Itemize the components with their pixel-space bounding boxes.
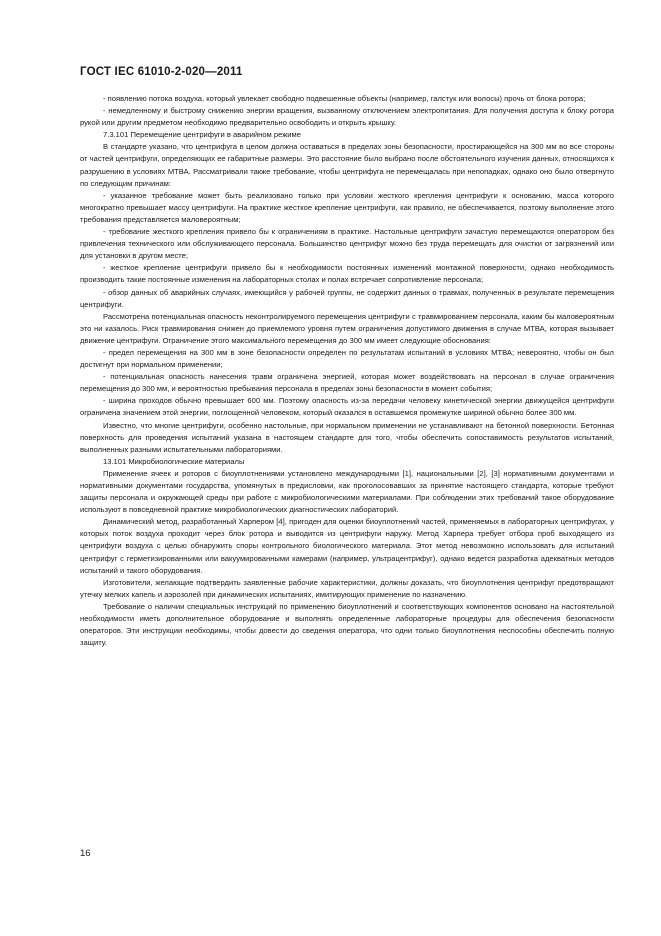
page-number: 16 bbox=[80, 848, 91, 859]
paragraph: - жесткое крепление центрифуги привело бы к необходимости постоянных изменений монтажной поверхности, однако необходимость производить такие постоянные изменения на лабораторных столах и полах встречает сопротивление персонала; bbox=[80, 263, 614, 285]
paragraph: Рассмотрена потенциальная опасность неконтролируемого перемещения центрифуги с травмированием персонала, каким бы маловероятным это ни казалось. Риск травмирования снижен до приемлемого уровня путем ограничения допустимого движения в случае МТВА, которая вызывает движение центрифуги. Ограничение этого максимального перемещения до 300 мм имеет следующие обоснования: bbox=[80, 311, 614, 345]
section-heading: 7.3.101 Перемещение центрифуги в аварийном режиме bbox=[103, 130, 301, 140]
paragraph: Динамический метод, разработанный Харпером [4], пригоден для оценки биоуплотнений частей, применяемых в лабораторных центрифугах, у которых поток воздуха проходит через блок ротора и выводится из центрифуги наружу. Метод Харпера требует отбора проб выходящего из центрифуги воздуха с целью обнаружить споры контрольного биологического материала. Этот метод невозможно использовать для испытаний центрифуг с герметизированными или вакуумированными камерами (например, ультрацентрифуг), однако ведется разработка адекватных методов испытаний и такого оборудования. bbox=[80, 517, 614, 575]
section-heading: 13.101 Микробиологические материалы bbox=[103, 456, 245, 466]
document-header: ГОСТ IEC 61010-2-020—2011 bbox=[80, 66, 243, 78]
document-body bbox=[80, 93, 614, 649]
paragraph: - обзор данных об аварийных случаях, имеющийся у рабочей группы, не содержит данных о травмах, полученных в результате перемещения центрифуги. bbox=[80, 287, 614, 309]
paragraph: - требование жесткого крепления привело бы к ограничениям в практике. Настольные центрифуги зачастую перемещаются оператором без привлечения технического или обслуживающего персонала. Большинство центрифуг можно без труда перемещать для очистки от загрязнений или для установки в другом месте; bbox=[80, 227, 614, 261]
paragraph: Требование о наличии специальных инструкций по применению биоуплотнений и соответствующих компонентов основано на настоятельной необходимости иметь дополнительное оборудование и выполнять определенные лабораторные процедуры для обеспечения безопасности операторов. Эти инструкции необходимы, чтобы довести до сведения оператора, что одни только биоуплотнения неспособны обеспечить полную защиту. bbox=[80, 601, 614, 648]
paragraph: - предел перемещения на 300 мм в зоне безопасности определен по результатам испытаний в условиях МТВА; невероятно, чтобы он был достигнут при нормальном применении; bbox=[80, 347, 614, 370]
paragraph: - ширина проходов обычно превышает 600 мм. Поэтому опасность из-за передачи человеку кинетической энергии движущейся центрифуги ограничена значением этой энергии, поглощенной человеком, который оказался в оставшемся промежутке шириной обычно более 300 мм. bbox=[80, 396, 614, 418]
paragraph: Применение ячеек и роторов с биоуплотнениями установлено международными [1], национальными [2], [3] нормативными документами и нормативными документами государства, упомянутых в предисловии, как проголосовавших за принятие настоящего стандарта, которые требуют защиты персонала и окружающей среды при работе с микробиологическими материалами. При соблюдении этих требований такое оборудование используют в повседневной практике микробиологических диагностических лабораторий. bbox=[80, 468, 614, 515]
paragraph: - немедленному и быстрому снижению энергии вращения, вызванному отключением электропитания. Для получения доступа к блоку ротора рукой или другим предметом необходимо предварительно освободить и открыть крышку. bbox=[80, 106, 614, 128]
paragraph: Известно, что многие центрифуги, особенно настольные, при нормальном применении не устанавливают на бетонной поверхности. Бетонная поверхность для проведения испытаний указана в настоящем стандарте для того, чтобы обеспечить сопоставимость результатов испытаний, выполненных разными испытательными лабораториями. bbox=[80, 420, 614, 454]
paragraph: - указанное требование может быть реализовано только при условии жесткого крепления центрифуги к основанию, масса которого многократно превышает массу центрифуги. На практике жесткое крепление центрифуги, как правило, не обеспечивается, поэтому выполнение этого требования представляется маловероятным; bbox=[80, 190, 614, 224]
paragraph: - появлению потока воздуха, который увлекает свободно подвешенные объекты (например, галстук или волосы) прочь от блока ротора; bbox=[103, 94, 586, 103]
paragraph: Изготовители, желающие подтвердить заявленные рабочие характеристики, должны доказать, что биоуплотнения центрифуг предотвращают утечку мелких капель и аэрозолей при динамических испытаниях, имитирующих применение по назначению. bbox=[80, 577, 614, 599]
paragraph: В стандарте указано, что центрифуга в целом должна оставаться в пределах зоны безопасности, простирающейся на 300 мм во все стороны от частей центрифуги, определяющих ее габаритные размеры. Это расстояние было выбрано после обстоятельного изучения данных, относящихся к разрушению в условиях МТВА. Рассматривали также требование, чтобы центрифуга не перемещалась при непопадках, однако оно было отвергнуто по следующим причинам: bbox=[80, 142, 614, 188]
paragraph: - потенциальная опасность нанесения травм ограничена энергией, которая может воздействовать на персонал в случае ограничения перемещения до 300 мм, и вероятностью пребывания персонала в пределах зоны безопасности в момент события; bbox=[80, 372, 614, 394]
